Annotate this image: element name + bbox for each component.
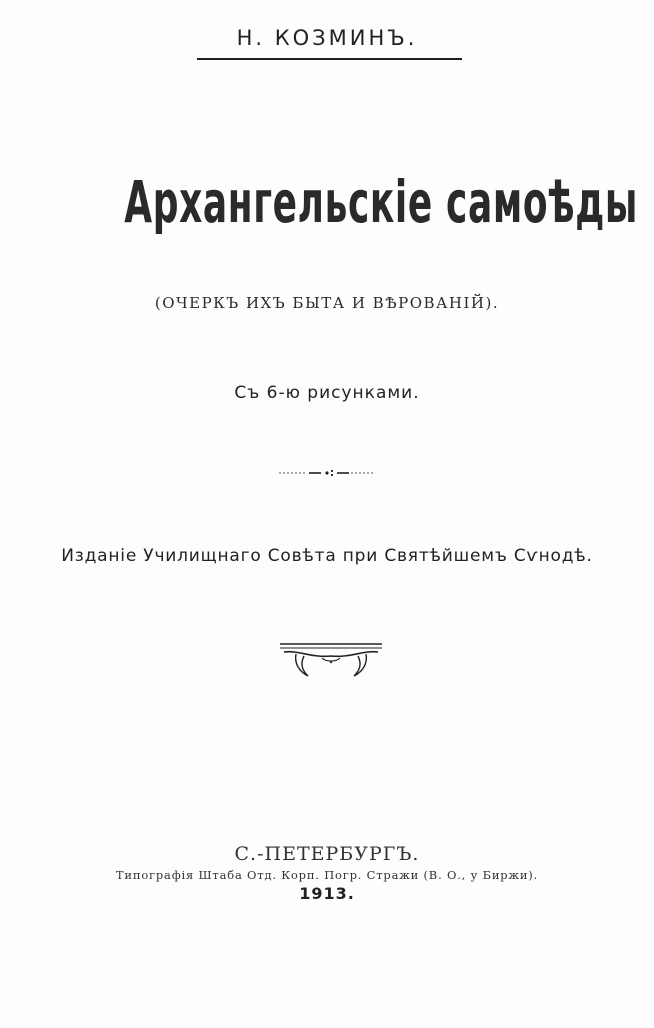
book-title: Архангельскіе самоѣды [124,168,639,236]
small-dash-ornament-icon [277,466,377,480]
imprint-city: С.-ПЕТЕРБУРГЪ. [234,843,420,865]
vignette-ornament-icon [278,640,384,682]
edition-statement: Изданіе Училищнаго Совѣта при Святѣйшемъ Сѵнодѣ. [61,546,593,566]
author-underline [197,58,462,60]
imprint-year: 1913. [299,884,355,903]
illustrations-note: Съ 6-ю рисунками. [234,383,420,403]
author-name: Н. КОЗМИНЪ. [236,26,418,50]
book-subtitle: (ОЧЕРКЪ ИХЪ БЫТА И ВѢРОВАНІЙ). [154,294,500,312]
imprint-printer: Типографія Штаба Отд. Корп. Погр. Стражи (В. О., у Биржи). [115,868,539,882]
